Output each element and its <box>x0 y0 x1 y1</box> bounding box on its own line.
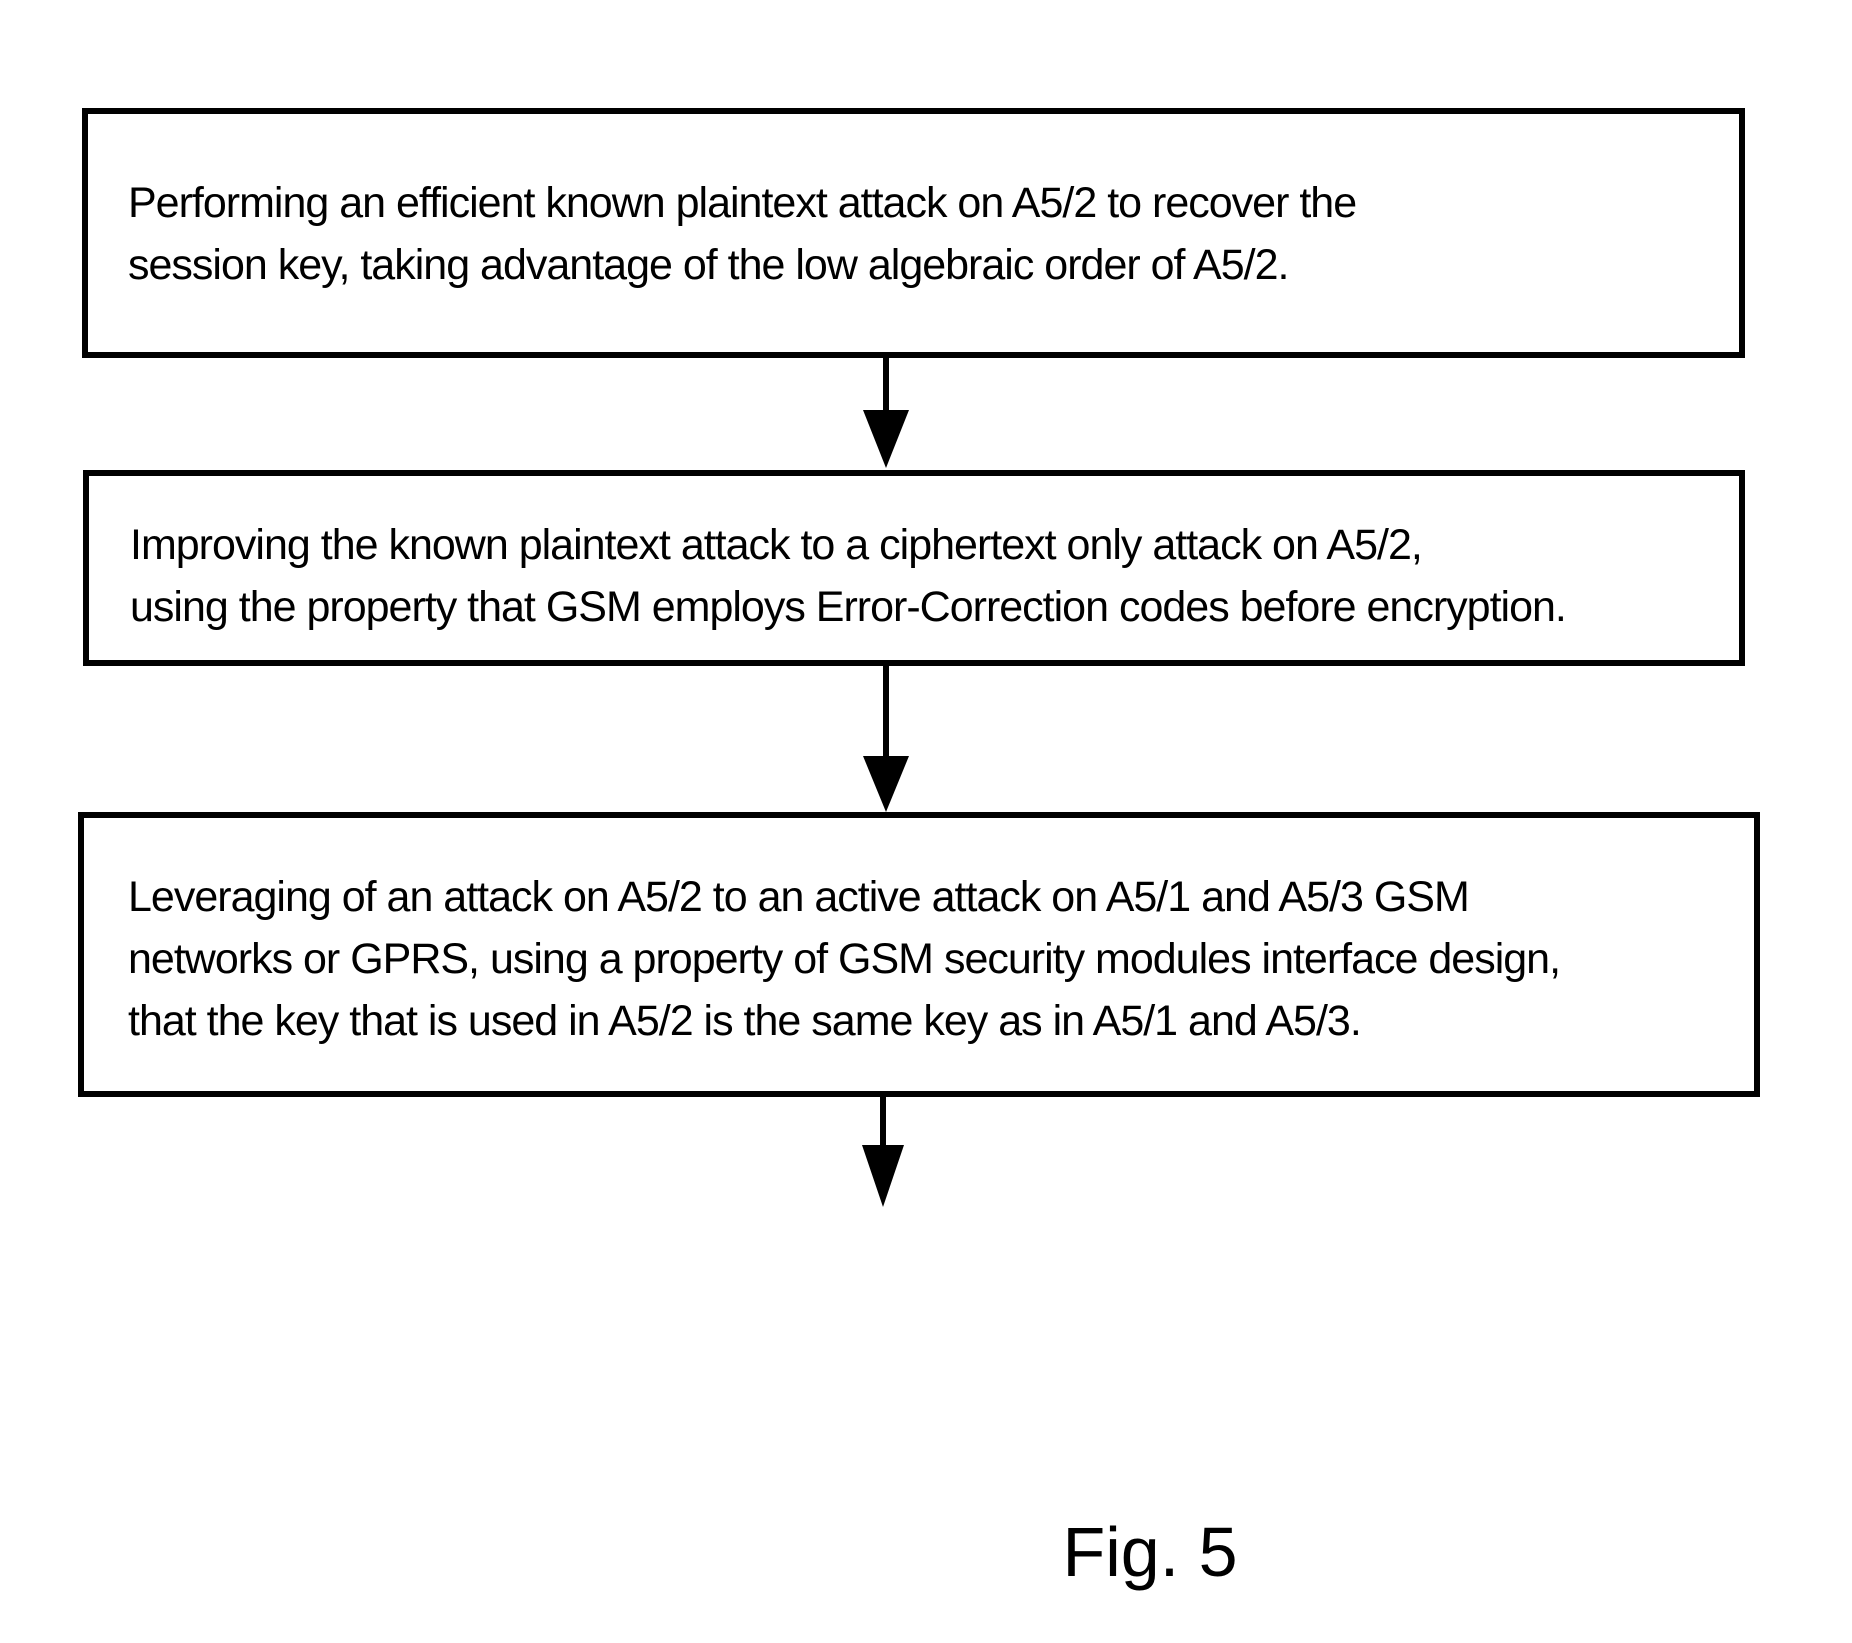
flow-step-2-text <box>130 514 1719 638</box>
down-arrow-icon <box>853 1097 913 1207</box>
flow-step-3-line-1: Leveraging of an attack on A5/2 to an active attack on A5/1 and A5/3 GSM <box>128 873 1469 921</box>
flow-step-3-line-3: that the key that is used in A5/2 is the same key as in A5/1 and A5/3. <box>128 997 1361 1045</box>
flow-step-3-box <box>78 812 1760 1097</box>
down-arrow-icon <box>856 666 916 812</box>
flow-step-1-line-1: Performing an efficient known plaintext attack on A5/2 to recover the <box>128 179 1357 227</box>
flow-step-3-line-2: networks or GPRS, using a property of GSM security modules interface design, <box>128 935 1561 983</box>
flow-step-1-text <box>128 172 1719 296</box>
flow-step-2-line-1: Improving the known plaintext attack to a ciphertext only attack on A5/2, <box>130 521 1422 569</box>
flow-step-3-text <box>128 866 1734 1052</box>
flow-step-2-box <box>83 470 1745 666</box>
down-arrow-icon <box>856 358 916 468</box>
flow-step-1-line-2: session key, taking advantage of the low algebraic order of A5/2. <box>128 241 1289 289</box>
figure-caption: Fig. 5 <box>1062 1513 1238 1591</box>
flow-step-1-box <box>82 108 1745 358</box>
flow-step-2-line-2: using the property that GSM employs Error-Correction codes before encryption. <box>130 583 1566 631</box>
